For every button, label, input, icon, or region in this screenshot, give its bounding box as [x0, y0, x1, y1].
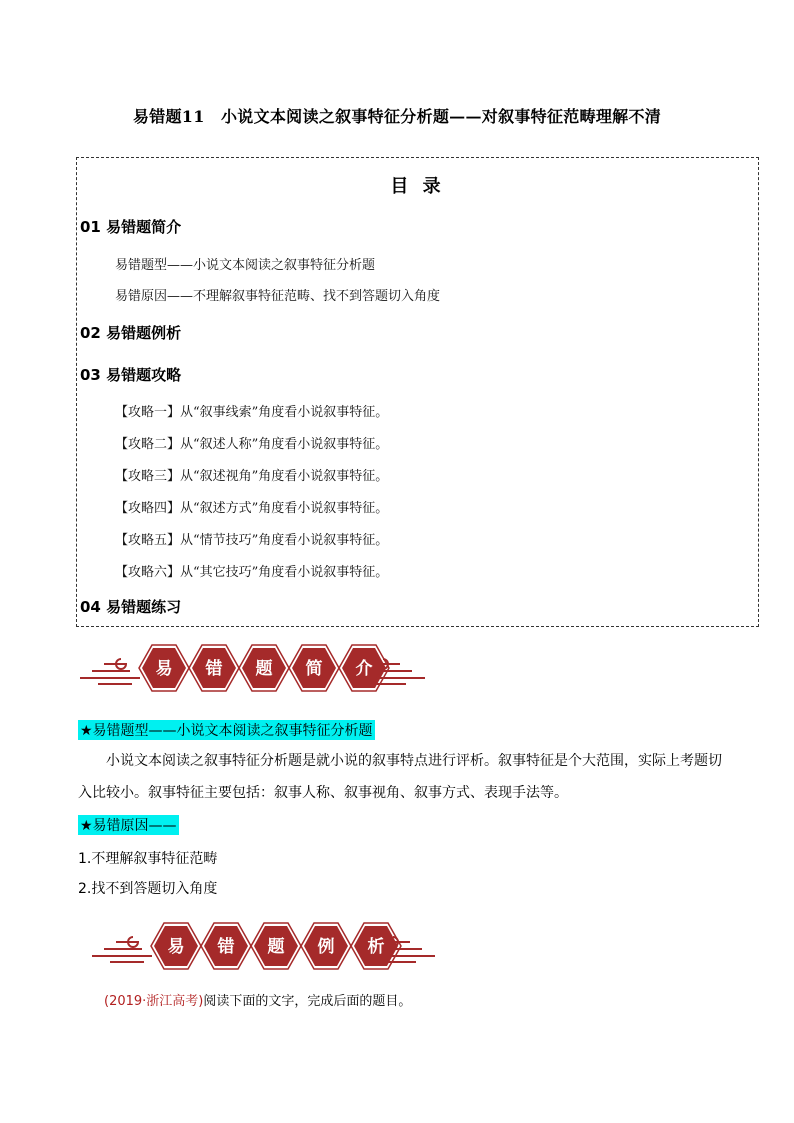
- type-label: ★易错题型——小说文本阅读之叙事特征分析题: [78, 720, 375, 740]
- toc-heading: 目 录: [390, 176, 445, 197]
- banner-char: 题: [255, 659, 273, 679]
- banner-char: 易: [167, 937, 185, 957]
- banner-char: 错: [205, 659, 223, 679]
- section-banner-examples: [0, 918, 794, 974]
- table-of-contents: [76, 157, 759, 627]
- source-citation: (2019·浙江高考): [104, 994, 204, 1009]
- source-instruction: 阅读下面的文字，完成后面的题目。: [203, 994, 412, 1009]
- toc-item: 易错题型——小说文本阅读之叙事特征分析题: [115, 258, 376, 273]
- question-source: [104, 990, 411, 1009]
- toc-strategy: 【攻略二】从“叙述人称”角度看小说叙事特征。: [115, 437, 389, 452]
- toc-section-4: 04 易错题练习: [80, 598, 182, 616]
- banner-hexagon: [239, 645, 289, 691]
- banner-char: 简: [305, 659, 323, 679]
- banner-char: 介: [355, 659, 373, 679]
- toc-item: 易错原因——不理解叙事特征范畴、找不到答题切入角度: [115, 289, 441, 304]
- page-title: 易错题11 小说文本阅读之叙事特征分析题——对叙事特征范畴理解不清: [132, 107, 662, 126]
- toc-strategy: 【攻略四】从“叙述方式”角度看小说叙事特征。: [115, 501, 389, 516]
- type-description: [78, 745, 728, 809]
- paragraph-line: 小说文本阅读之叙事特征分析题是就小说的叙事特点进行评析。叙事特征是个大范围，实际上考题切: [78, 753, 722, 769]
- banner-hexagon: [351, 923, 401, 969]
- toc-strategy: 【攻略一】从“叙事线索”角度看小说叙事特征。: [115, 405, 389, 420]
- paragraph-line: 入比较小。叙事特征主要包括：叙事人称、叙事视角、叙事方式、表现手法等。: [78, 785, 568, 801]
- reason-label: ★易错原因——: [78, 815, 179, 835]
- banner-char: 易: [155, 659, 173, 679]
- banner-hexagon: [189, 645, 239, 691]
- toc-section-3: 03 易错题攻略: [80, 366, 182, 384]
- banner-hexagon: [251, 923, 301, 969]
- banner-char: 题: [267, 937, 285, 957]
- toc-section-1: 01 易错题简介: [80, 218, 182, 236]
- banner-hexagon: [301, 923, 351, 969]
- toc-strategy: 【攻略六】从“其它技巧”角度看小说叙事特征。: [115, 565, 389, 580]
- banner-hexagon: [339, 645, 389, 691]
- reason-item: 1.不理解叙事特征范畴: [78, 851, 218, 867]
- section-banner-intro: [0, 640, 794, 696]
- toc-section-2: 02 易错题例析: [80, 324, 182, 342]
- banner-hexagon: [289, 645, 339, 691]
- banner-hexagon: [139, 645, 189, 691]
- banner-hexagon: [151, 923, 201, 969]
- banner-hexagon: [201, 923, 251, 969]
- reason-item: 2.找不到答题切入角度: [78, 881, 218, 897]
- banner-char: 析: [367, 937, 385, 957]
- banner-char: 例: [317, 937, 335, 957]
- banner-char: 错: [217, 937, 235, 957]
- toc-strategy: 【攻略三】从“叙述视角”角度看小说叙事特征。: [115, 469, 389, 484]
- toc-strategy: 【攻略五】从“情节技巧”角度看小说叙事特征。: [115, 533, 389, 548]
